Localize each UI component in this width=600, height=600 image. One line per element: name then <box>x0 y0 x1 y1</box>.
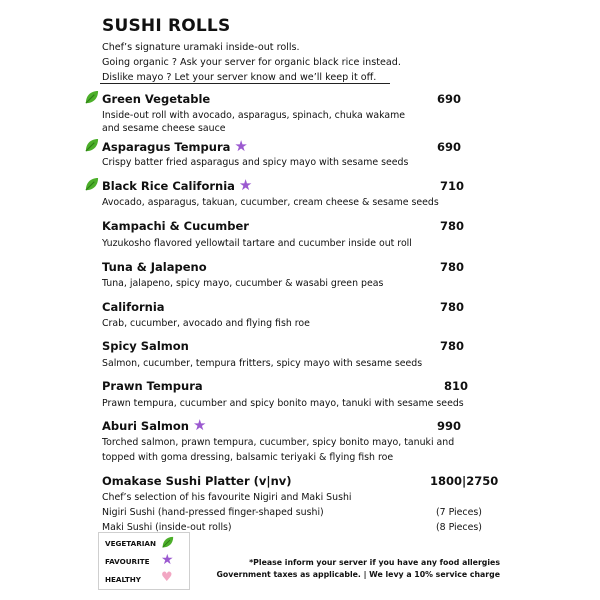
item-description-line-1: Inside-out roll with avocado, asparagus, spinach, chuka wakame <box>102 110 406 121</box>
item-description-line-1: Tuna, jalapeno, spicy mayo, cucumber & wasabi green peas <box>102 278 384 289</box>
item-name: Spicy Salmon <box>102 339 189 353</box>
item-name: Asparagus Tempura ★ <box>102 137 248 155</box>
item-description-line-1: Prawn tempura, cucumber and spicy bonito mayo, tanuki with sesame seeds <box>102 398 464 409</box>
intro-underline <box>100 83 390 84</box>
item-name: Prawn Tempura <box>102 379 203 393</box>
legend-vegetarian-label: VEGETARIAN <box>105 539 156 548</box>
platter-count-maki: (8 Pieces) <box>436 522 482 533</box>
item-name: Kampachi & Cucumber <box>102 219 249 233</box>
item-description-line-1: Salmon, cucumber, tempura fritters, spicy mayo with sesame seeds <box>102 358 423 369</box>
item-name: Black Rice California ★ <box>102 176 253 194</box>
vegetarian-leaf-icon <box>84 90 99 105</box>
item-description-line-1: Crispy batter fried asparagus and spicy mayo with sesame seeds <box>102 157 409 168</box>
item-name: Tuna & Jalapeno <box>102 260 207 274</box>
item-description-line-1: Chef’s selection of his favourite Nigiri and Maki Sushi <box>102 492 352 503</box>
item-price: 780 <box>440 219 465 233</box>
item-price: 780 <box>440 300 465 314</box>
platter-count-nigiri: (7 Pieces) <box>436 507 482 518</box>
platter-line-nigiri: Nigiri Sushi (hand-pressed finger-shaped sushi) <box>102 507 324 518</box>
item-description-line-2: and sesame cheese sauce <box>102 123 226 134</box>
legend-box <box>98 532 190 590</box>
favourite-star-icon: ★ <box>193 416 207 434</box>
footnote-taxes: Government taxes as applicable. | We levy a 10% service charge <box>216 570 500 579</box>
intro-line-2: Going organic ? Ask your server for organic black rice instead. <box>102 57 401 68</box>
item-description-line-2: topped with goma dressing, balsamic teriyaki & flying fish roe <box>102 452 394 463</box>
healthy-heart-icon: ♥ <box>161 570 173 585</box>
item-price: 690 <box>437 92 462 106</box>
vegetarian-leaf-icon <box>161 536 174 549</box>
item-description-line-1: Torched salmon, prawn tempura, cucumber, spicy bonito mayo, tanuki and <box>102 437 455 448</box>
item-price: 710 <box>440 179 465 193</box>
intro-line-3: Dislike mayo ? Let your server know and we’ll keep it off. <box>102 72 377 83</box>
favourite-star-icon: ★ <box>161 552 174 568</box>
item-name: Green Vegetable <box>102 92 211 106</box>
item-name: Omakase Sushi Platter (v|nv) <box>102 474 292 488</box>
vegetarian-leaf-icon <box>84 177 99 192</box>
legend-healthy-label: HEALTHY <box>105 575 141 584</box>
item-price: 780 <box>440 260 465 274</box>
favourite-star-icon: ★ <box>234 137 248 155</box>
favourite-star-icon: ★ <box>238 176 253 194</box>
menu-title: SUSHI ROLLS <box>102 16 231 36</box>
vegetarian-leaf-icon <box>84 138 99 153</box>
item-price: 780 <box>440 339 465 353</box>
item-description-line-1: Crab, cucumber, avocado and flying fish roe <box>102 318 310 329</box>
item-price: 810 <box>444 379 469 393</box>
footnote-allergies: *Please inform your server if you have any food allergies <box>249 558 500 567</box>
intro-line-1: Chef’s signature uramaki inside-out rolls. <box>102 42 300 53</box>
item-description-line-1: Avocado, asparagus, takuan, cucumber, cream cheese & sesame seeds <box>102 197 439 208</box>
item-price: 690 <box>437 140 462 154</box>
legend-favourite-label: FAVOURITE <box>105 557 150 566</box>
item-price: 1800|2750 <box>430 474 499 488</box>
platter-line-maki: Maki Sushi (inside-out rolls) <box>102 522 232 533</box>
item-name: California <box>102 300 165 314</box>
item-description-line-1: Yuzukosho flavored yellowtail tartare and cucumber inside out roll <box>102 238 412 249</box>
item-name: Aburi Salmon ★ <box>102 416 207 434</box>
item-price: 990 <box>437 419 462 433</box>
